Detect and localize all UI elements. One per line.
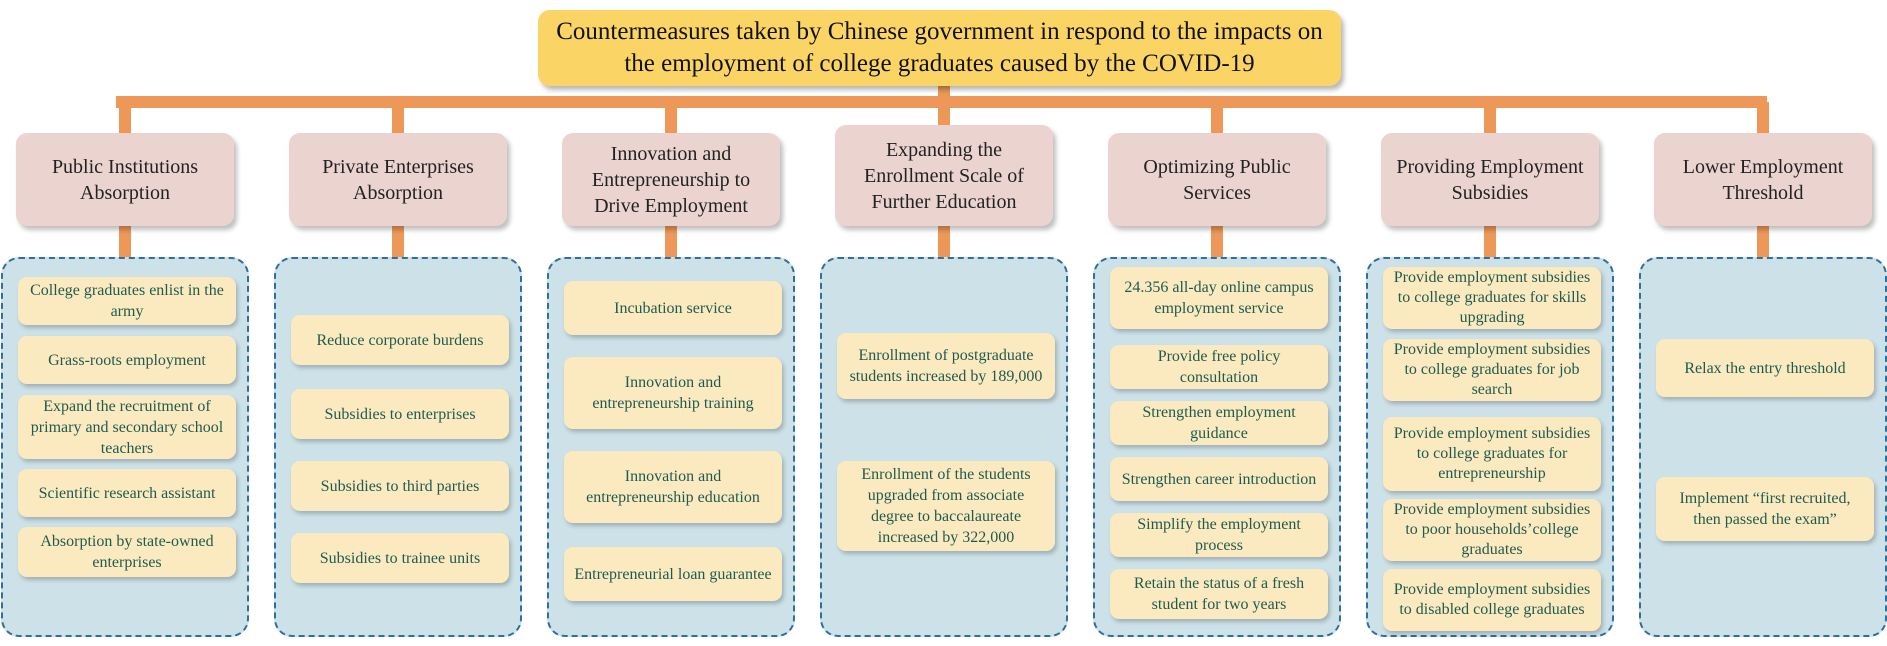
list-item: Relax the entry threshold [1656, 339, 1874, 397]
column-panel [1366, 257, 1614, 637]
list-item: Implement “first recruited, then passed the exam” [1656, 477, 1874, 541]
list-item: Innovation and entrepreneurship education [564, 451, 782, 523]
list-item: Incubation service [564, 281, 782, 335]
column-panel [1093, 257, 1341, 637]
list-item: Scientific research assistant [18, 469, 236, 517]
list-item: Expand the recruitment of primary and secondary school teachers [18, 395, 236, 459]
list-item: Provide employment subsidies to college graduates for entrepreneurship [1383, 417, 1601, 491]
list-item: Subsidies to enterprises [291, 389, 509, 439]
list-item: Strengthen employment guidance [1110, 401, 1328, 445]
list-item: Provide employment subsidies to poor households’college graduates [1383, 499, 1601, 561]
list-item: Retain the status of a fresh student for two years [1110, 569, 1328, 619]
column-header: Expanding the Enrollment Scale of Further Education [835, 125, 1053, 226]
list-item: Subsidies to trainee units [291, 533, 509, 583]
column-header: Public Institutions Absorption [16, 133, 234, 226]
column-panel [547, 257, 795, 637]
list-item: Enrollment of the students upgraded from associate degree to baccalaureate increased by 322,000 [837, 461, 1055, 551]
column-panel [1639, 257, 1887, 637]
list-item: Provide employment subsidies to college graduates for job search [1383, 339, 1601, 401]
list-item: Strengthen career introduction [1110, 457, 1328, 501]
column-header: Providing Employment Subsidies [1381, 133, 1599, 226]
list-item: Provide employment subsidies to college graduates for skills upgrading [1383, 267, 1601, 329]
list-item: Entrepreneurial loan guarantee [564, 547, 782, 601]
list-item: Simplify the employment process [1110, 513, 1328, 557]
column-panel [274, 257, 522, 637]
list-item: Innovation and entrepreneurship training [564, 357, 782, 429]
list-item: Enrollment of postgraduate students increased by 189,000 [837, 333, 1055, 399]
diagram-title: Countermeasures taken by Chinese government in respond to the impacts on the employment of college graduates caused by the COVID-19 [538, 10, 1341, 86]
list-item: Provide free policy consultation [1110, 345, 1328, 389]
list-item: Subsidies to third parties [291, 461, 509, 511]
list-item: Absorption by state-owned enterprises [18, 527, 236, 577]
list-item: Reduce corporate burdens [291, 315, 509, 365]
column-header: Private Enterprises Absorption [289, 133, 507, 226]
column-panel [1, 257, 249, 637]
list-item: College graduates enlist in the army [18, 277, 236, 325]
list-item: Provide employment subsidies to disabled college graduates [1383, 569, 1601, 631]
column-panel [820, 257, 1068, 637]
list-item: 24.356 all-day online campus employment service [1110, 267, 1328, 329]
list-item: Grass-roots employment [18, 336, 236, 384]
column-header: Optimizing Public Services [1108, 133, 1326, 226]
column-header: Innovation and Entrepreneurship to Drive Employment [562, 133, 780, 226]
column-header: Lower Employment Threshold [1654, 133, 1872, 226]
